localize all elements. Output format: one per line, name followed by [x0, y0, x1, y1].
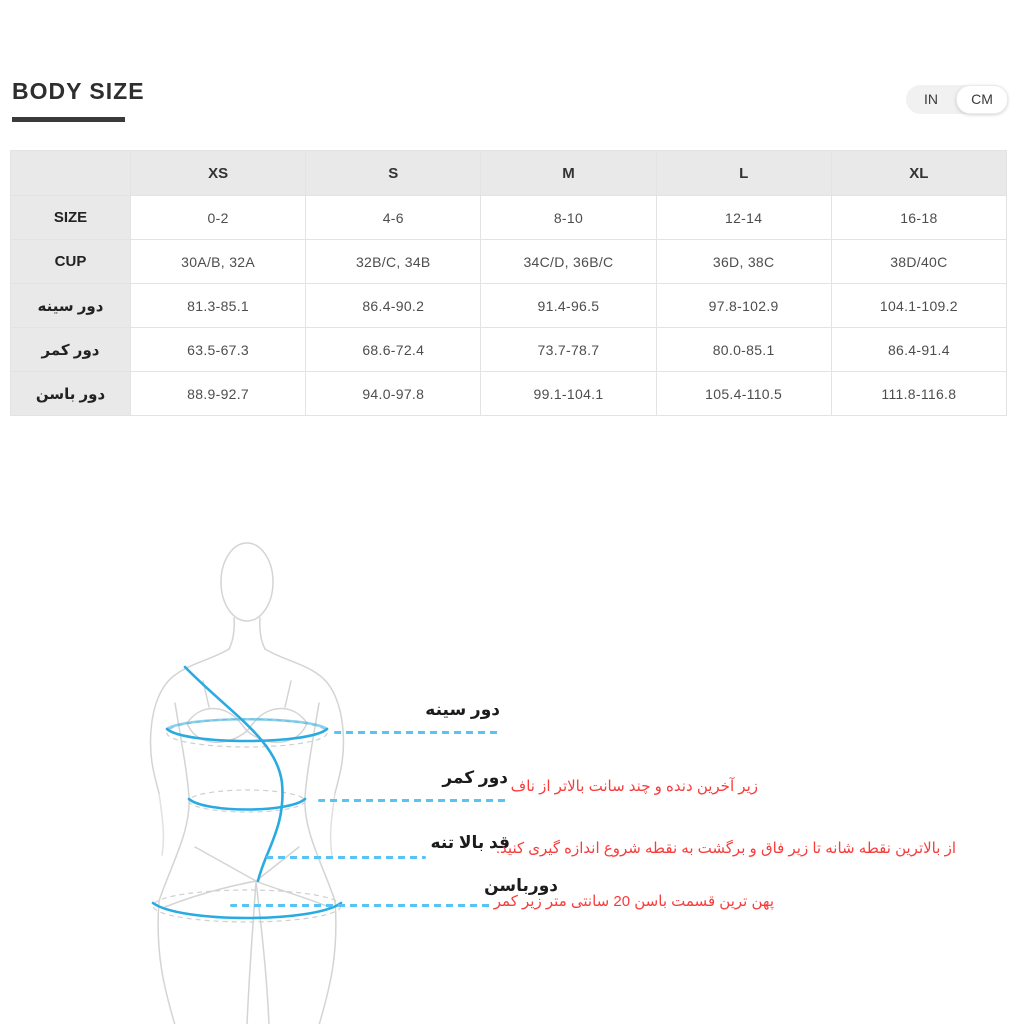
- waist-measure-line: [189, 799, 305, 810]
- table-row-size: [11, 196, 1007, 240]
- torso-label: قد بالا تنه: [430, 833, 510, 852]
- table-cell: 104.1-109.2: [831, 284, 1006, 328]
- unit-toggle[interactable]: [906, 85, 1008, 114]
- table-cell: 91.4-96.5: [481, 284, 656, 328]
- table-cell: 80.0-85.1: [656, 328, 831, 372]
- column-header-l: L: [656, 151, 831, 196]
- table-cell: 4-6: [306, 196, 481, 240]
- table-cell: 97.8-102.9: [656, 284, 831, 328]
- table-cell: 8-10: [481, 196, 656, 240]
- table-cell: 38D/40C: [831, 240, 1006, 284]
- body-figure-illustration: [125, 535, 425, 1024]
- hip-note: پهن ترین قسمت باسن 20 سانتی متر زیر کمر: [493, 893, 774, 910]
- row-label-cup: CUP: [11, 240, 131, 284]
- table-cell: 36D, 38C: [656, 240, 831, 284]
- chest-label: دور سینه: [425, 700, 500, 719]
- waist-note: زیر آخرین دنده و چند سانت بالاتر از ناف: [510, 778, 758, 795]
- table-cell: 105.4-110.5: [656, 372, 831, 416]
- table-cell: 86.4-91.4: [831, 328, 1006, 372]
- table-cell: 34C/D, 36B/C: [481, 240, 656, 284]
- unit-option-cm[interactable]: CM: [956, 85, 1008, 114]
- table-row-waist: [11, 328, 1007, 372]
- hip-dashed-leader-line: [230, 904, 492, 907]
- column-header-m: M: [481, 151, 656, 196]
- table-cell: 32B/C, 34B: [306, 240, 481, 284]
- table-header-row: [11, 151, 1007, 196]
- hip-label: دورباسن: [484, 876, 558, 895]
- table-cell: 73.7-78.7: [481, 328, 656, 372]
- table-cell: 30A/B, 32A: [131, 240, 306, 284]
- table-row-chest: [11, 284, 1007, 328]
- table-cell: 16-18: [831, 196, 1006, 240]
- torso-dashed-leader-line: [266, 856, 426, 859]
- table-cell: 68.6-72.4: [306, 328, 481, 372]
- table-cell: 94.0-97.8: [306, 372, 481, 416]
- torso-note: از بالاترین نقطه شانه تا زیر فاق و برگشت به نقطه شروع اندازه گیری کنید.: [495, 840, 956, 857]
- table-cell: 111.8-116.8: [831, 372, 1006, 416]
- table-cell: 88.9-92.7: [131, 372, 306, 416]
- column-header-xs: XS: [131, 151, 306, 196]
- table-row-hip: [11, 372, 1007, 416]
- figure-head: [221, 543, 273, 621]
- waist-label: دور کمر: [442, 768, 508, 787]
- table-cell: 99.1-104.1: [481, 372, 656, 416]
- title-underline: [12, 117, 125, 122]
- page-title: BODY SIZE: [12, 78, 145, 104]
- unit-option-in[interactable]: IN: [924, 91, 938, 107]
- table-cell: 12-14: [656, 196, 831, 240]
- row-label-hip: دور باسن: [11, 372, 131, 416]
- table-cell: 63.5-67.3: [131, 328, 306, 372]
- row-label-waist: دور کمر: [11, 328, 131, 372]
- waist-dashed-leader-line: [318, 799, 508, 802]
- size-table: [10, 150, 1007, 416]
- chest-dashed-leader-line: [334, 731, 500, 734]
- column-header-xl: XL: [831, 151, 1006, 196]
- table-row-cup: [11, 240, 1007, 284]
- table-cell: 86.4-90.2: [306, 284, 481, 328]
- row-label-size: SIZE: [11, 196, 131, 240]
- table-corner-cell: [11, 151, 131, 196]
- column-header-s: S: [306, 151, 481, 196]
- row-label-chest: دور سینه: [11, 284, 131, 328]
- table-cell: 81.3-85.1: [131, 284, 306, 328]
- table-cell: 0-2: [131, 196, 306, 240]
